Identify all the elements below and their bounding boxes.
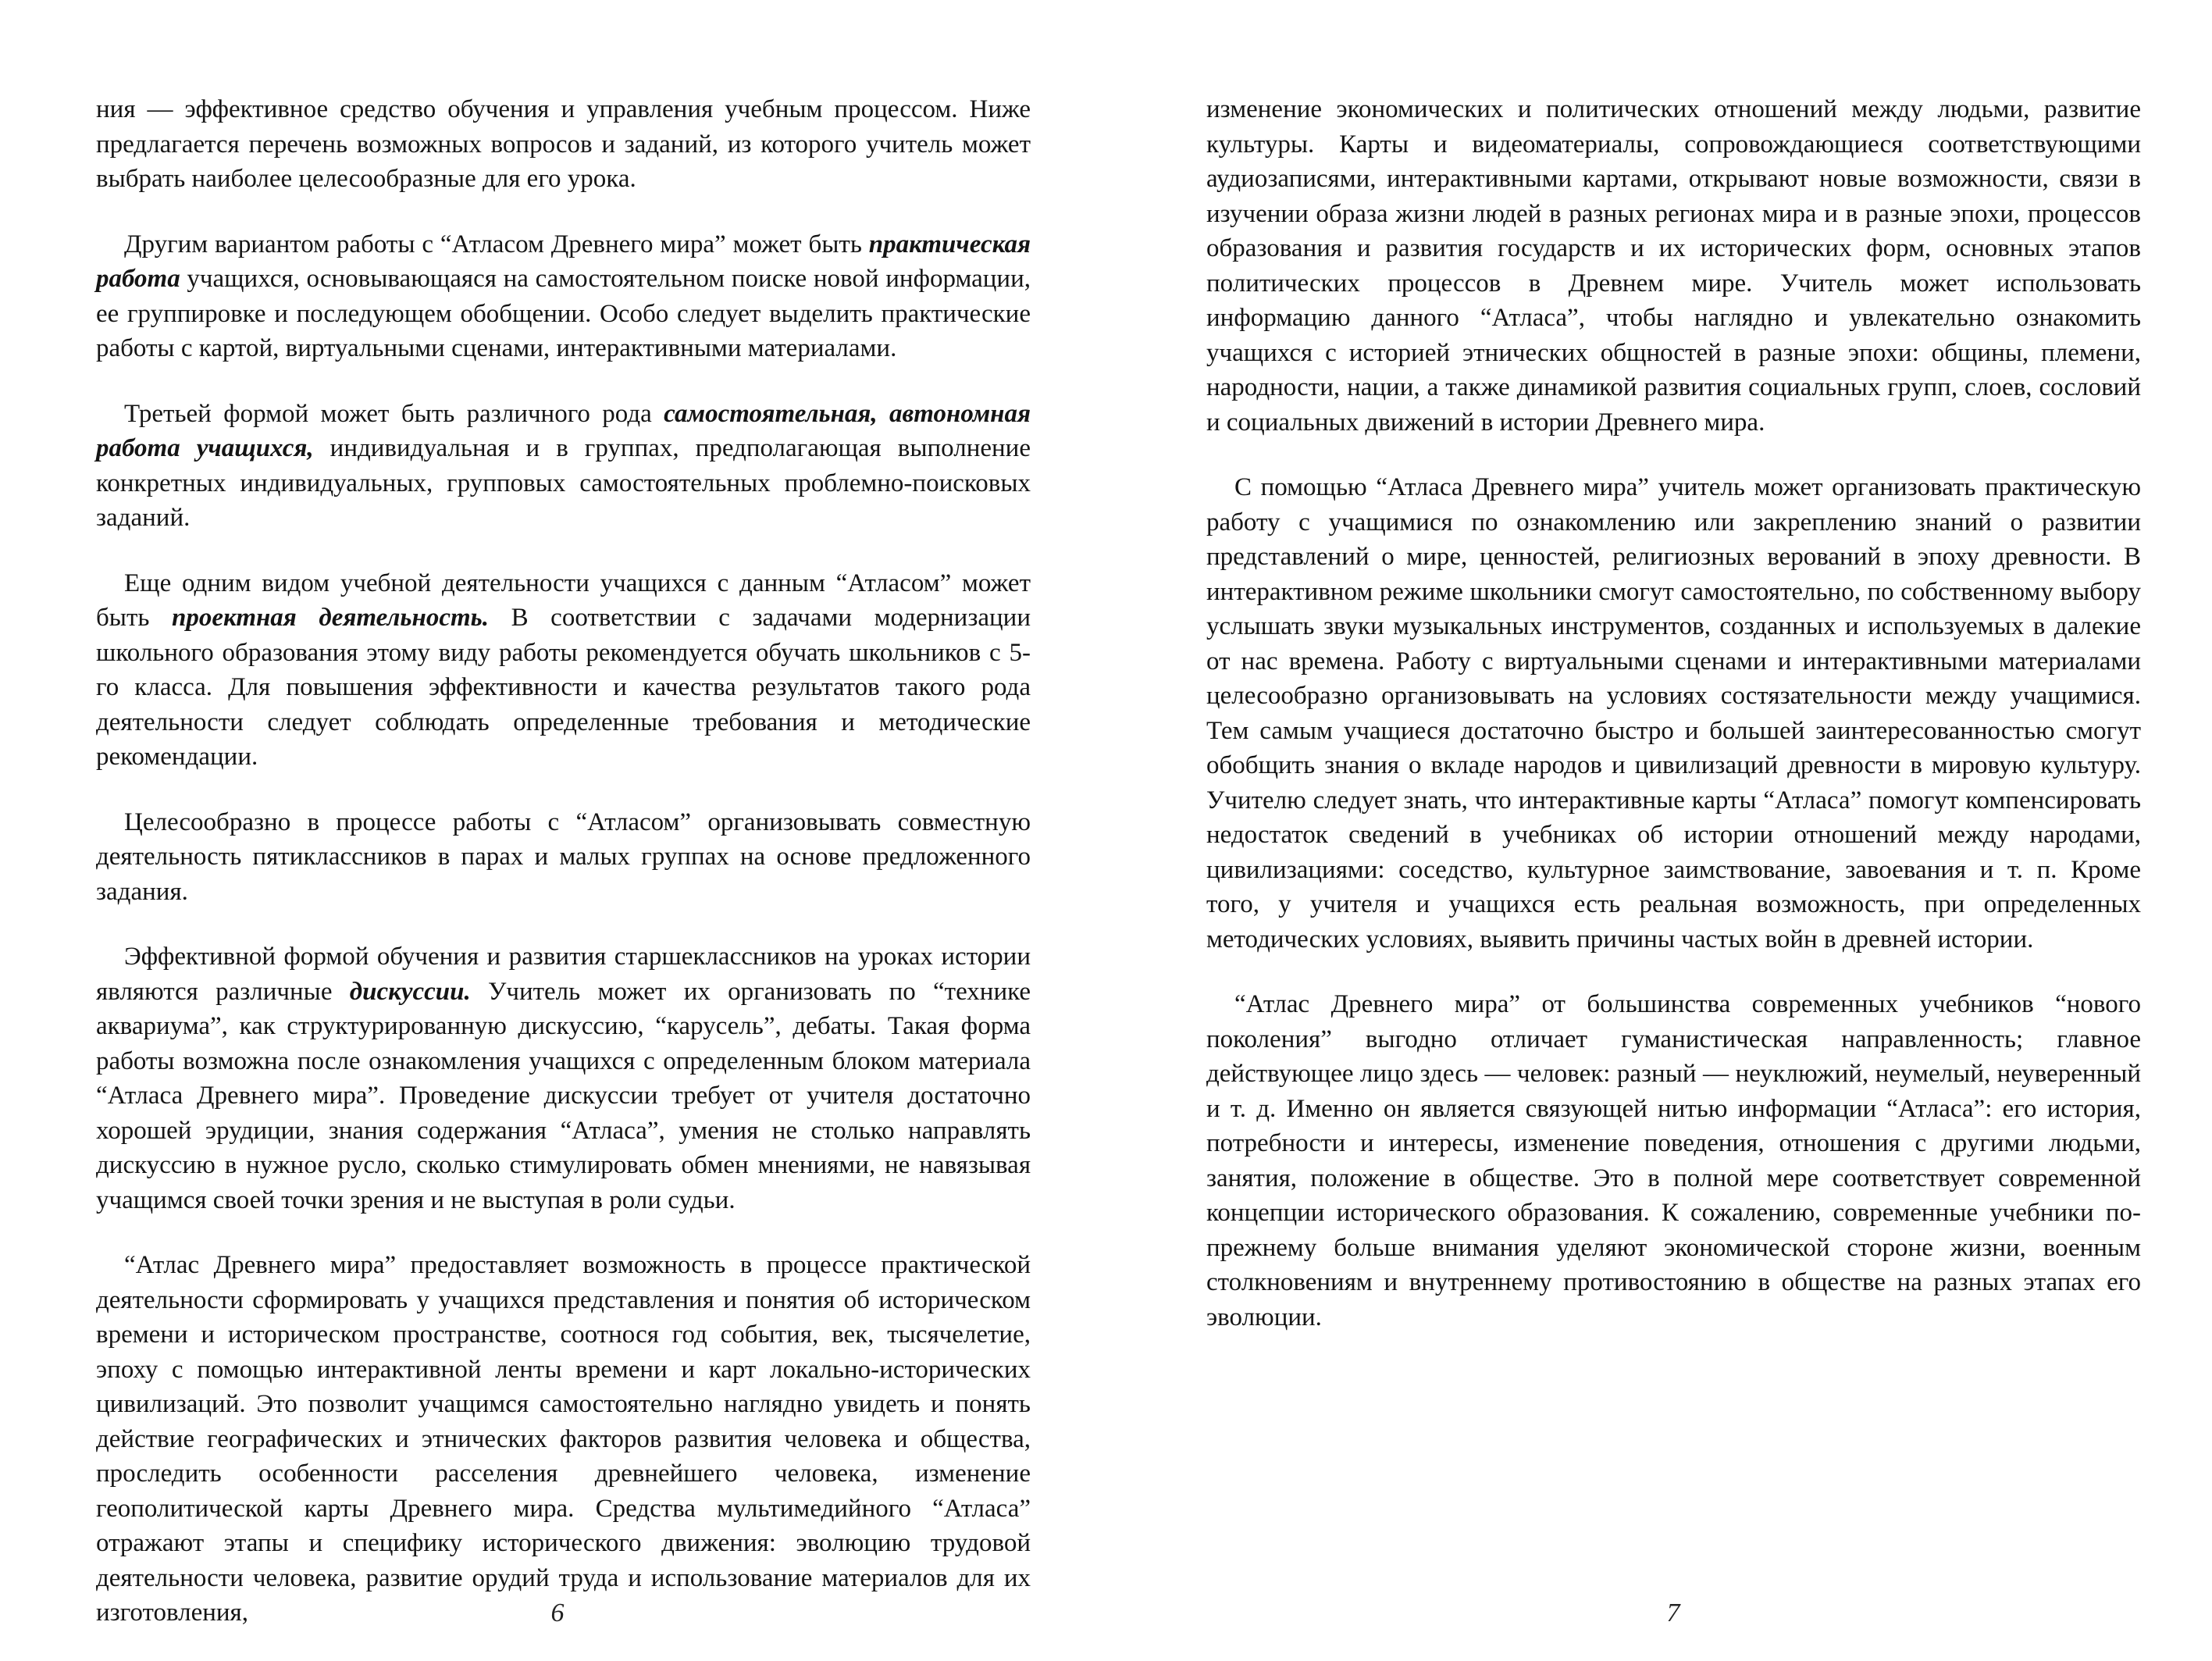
paragraph-text: Еще одним видом учебной деятельности учащихся с данным “Атласом” может быть	[96, 569, 1031, 632]
paragraph	[1206, 92, 2141, 440]
paragraph-text: учащихся, основывающаяся на самостоятельном поиске новой информации, ее группировке и последующем обобщении. Особо следует выделить практические работы с картой, виртуальными сценами, интерактивными материалами.	[96, 265, 1031, 362]
paragraph	[96, 939, 1031, 1217]
paragraph-text: “Атлас Древнего мира” от большинства современных учебников “нового поколения” выгодно отличает гуманистическая направленность; главное действующее лицо здесь — человек: разный — неуклюжий, неумелый, неуверенный и т. д. Именно он является связующей нитью информации “Атласа”: его история, потребности и интересы, изменение поведения, отношения с другими людьми, занятия, положение в обществе. Это в полной мере соответствует современной концепции исторического образования. К сожалению, современные учебники по-прежнему больше внимания уделяют экономической стороне жизни, военным столкновениям и внутреннему противостоянию в обществе на разных этапах его эволюции.	[1206, 990, 2141, 1331]
paragraph-text: изменение экономических и политических отношений между людьми, развитие культуры. Карты и видеоматериалы, сопровождающиеся соответствующими аудиозаписями, интерактивными картами, открывают новые возможности, связи в изучении образа жизни людей в разных регионах мира и в разные эпохи, процессов образования и развития государств и их исторических форм, основных этапов политических процессов в Древнем мире. Учитель может использовать информацию данного “Атласа”, чтобы наглядно и увлекательно ознакомить учащихся с историей этнических общностей в разные эпохи: общины, племени, народности, нации, а также динамикой развития социальных групп, слоев, сословий и социальных движений в истории Древнего мира.	[1206, 95, 2141, 437]
page-number-left: 6	[550, 1599, 565, 1627]
emphasized-term: практическая работа	[96, 230, 1031, 293]
paragraph-text: В соответствии с задачами модернизации школьного образования этому виду работы рекомендуется обучать школьников с 5-го класса. Для повышения эффективности и качества результатов такого рода деятельности следует соблюдать определенные требования и методические рекомендации.	[96, 604, 1031, 771]
paragraph	[96, 92, 1031, 197]
paragraph	[96, 397, 1031, 536]
paragraph-text: Учитель может их организовать по “технике аквариума”, как структурированную дискуссию, “карусель”, дебаты. Такая форма работы возможна после ознакомления учащихся с определенным блоком материала “Атласа Древнего мира”. Проведение дискуссии требует от учителя достаточно хорошей эрудиции, знания содержания “Атласа”, умения не столько направлять дискуссию в нужное русло, сколько стимулировать обмен мнениями, не навязывая учащимся своей точки зрения и не выступая в роли судьи.	[96, 977, 1031, 1214]
paragraph-text: Целесообразно в процессе работы с “Атласом” организовывать совместную деятельность пятиклассников в парах и малых группах на основе предложенного задания.	[96, 807, 1031, 906]
paragraph-text: “Атлас Древнего мира” предоставляет возможность в процессе практической деятельности сформировать у учащихся представления и понятия об историческом времени и историческом пространстве, соотнося год события, век, тысячелетие, эпоху с помощью интерактивной ленты времени и карт локально-исторических цивилизаций. Это позволит учащимся самостоятельно наглядно увидеть и понять действие географических и этнических факторов развития человека и общества, проследить особенности расселения древнейшего человека, изменение геополитической карты Древнего мира. Средства мультимедийного “Атласа” отражают этапы и специфику исторического движения: эволюцию трудовой деятельности человека, развитие орудий труда и использование материалов для их изготовления,	[96, 1251, 1031, 1627]
paragraph-text: Эффективной формой обучения и развития старшеклассников на уроках истории являются различные	[96, 943, 1031, 1006]
paragraph	[1206, 987, 2141, 1335]
paragraph	[1206, 470, 2141, 957]
paragraph-text: Третьей формой может быть различного рода	[124, 399, 664, 428]
left-page	[96, 92, 1031, 1661]
paragraph-text: ния — эффективное средство обучения и управления учебным процессом. Ниже предлагается перечень возможных вопросов и заданий, из которого учитель может выбрать наиболее целесообразные для его урока.	[96, 95, 1031, 193]
paragraph-text: индивидуальная и в группах, предполагающая выполнение конкретных индивидуальных, групповых самостоятельных проблемно-поисковых заданий.	[96, 434, 1031, 532]
paragraph	[96, 566, 1031, 775]
paragraph	[96, 227, 1031, 366]
paragraph	[96, 1248, 1031, 1631]
emphasized-term: самостоятельная, автономная работа учащихся,	[96, 399, 1031, 462]
page-number-right: 7	[1666, 1599, 1680, 1627]
emphasized-term: проектная деятельность.	[172, 604, 489, 632]
paragraph-text: С помощью “Атласа Древнего мира” учитель может организовать практическую работу с учащимися по ознакомлению или закреплению знаний о развитии представлений о мире, ценностей, религиозных верований в эпоху древности. В интерактивном режиме школьники смогут самостоятельно, по собственному выбору услышать звуки музыкальных инструментов, созданных и используемых в далекие от нас времена. Работу с виртуальными сценами и интерактивными материалами целесообразно организовывать на условиях состязательности между учащимися. Тем самым учащиеся достаточно быстро и большей заинтересованностью смогут обобщить знания о вкладе народов и цивилизаций древности в мировую культуру. Учителю следует знать, что интерактивные карты “Атласа” помогут компенсировать недостаток сведений в учебниках об истории отношений между народами, цивилизациями: соседство, культурное заимствование, завоевания и т. п. Кроме того, у учителя и учащихся есть реальная возможность, при определенных методических условиях, выявить причины частых войн в древней истории.	[1206, 473, 2141, 953]
paragraph	[96, 805, 1031, 910]
paragraph-text: Другим вариантом работы с “Атласом Древнего мира” может быть	[124, 230, 869, 258]
emphasized-term: дискуссии.	[349, 977, 471, 1006]
right-page	[1206, 92, 2141, 1365]
